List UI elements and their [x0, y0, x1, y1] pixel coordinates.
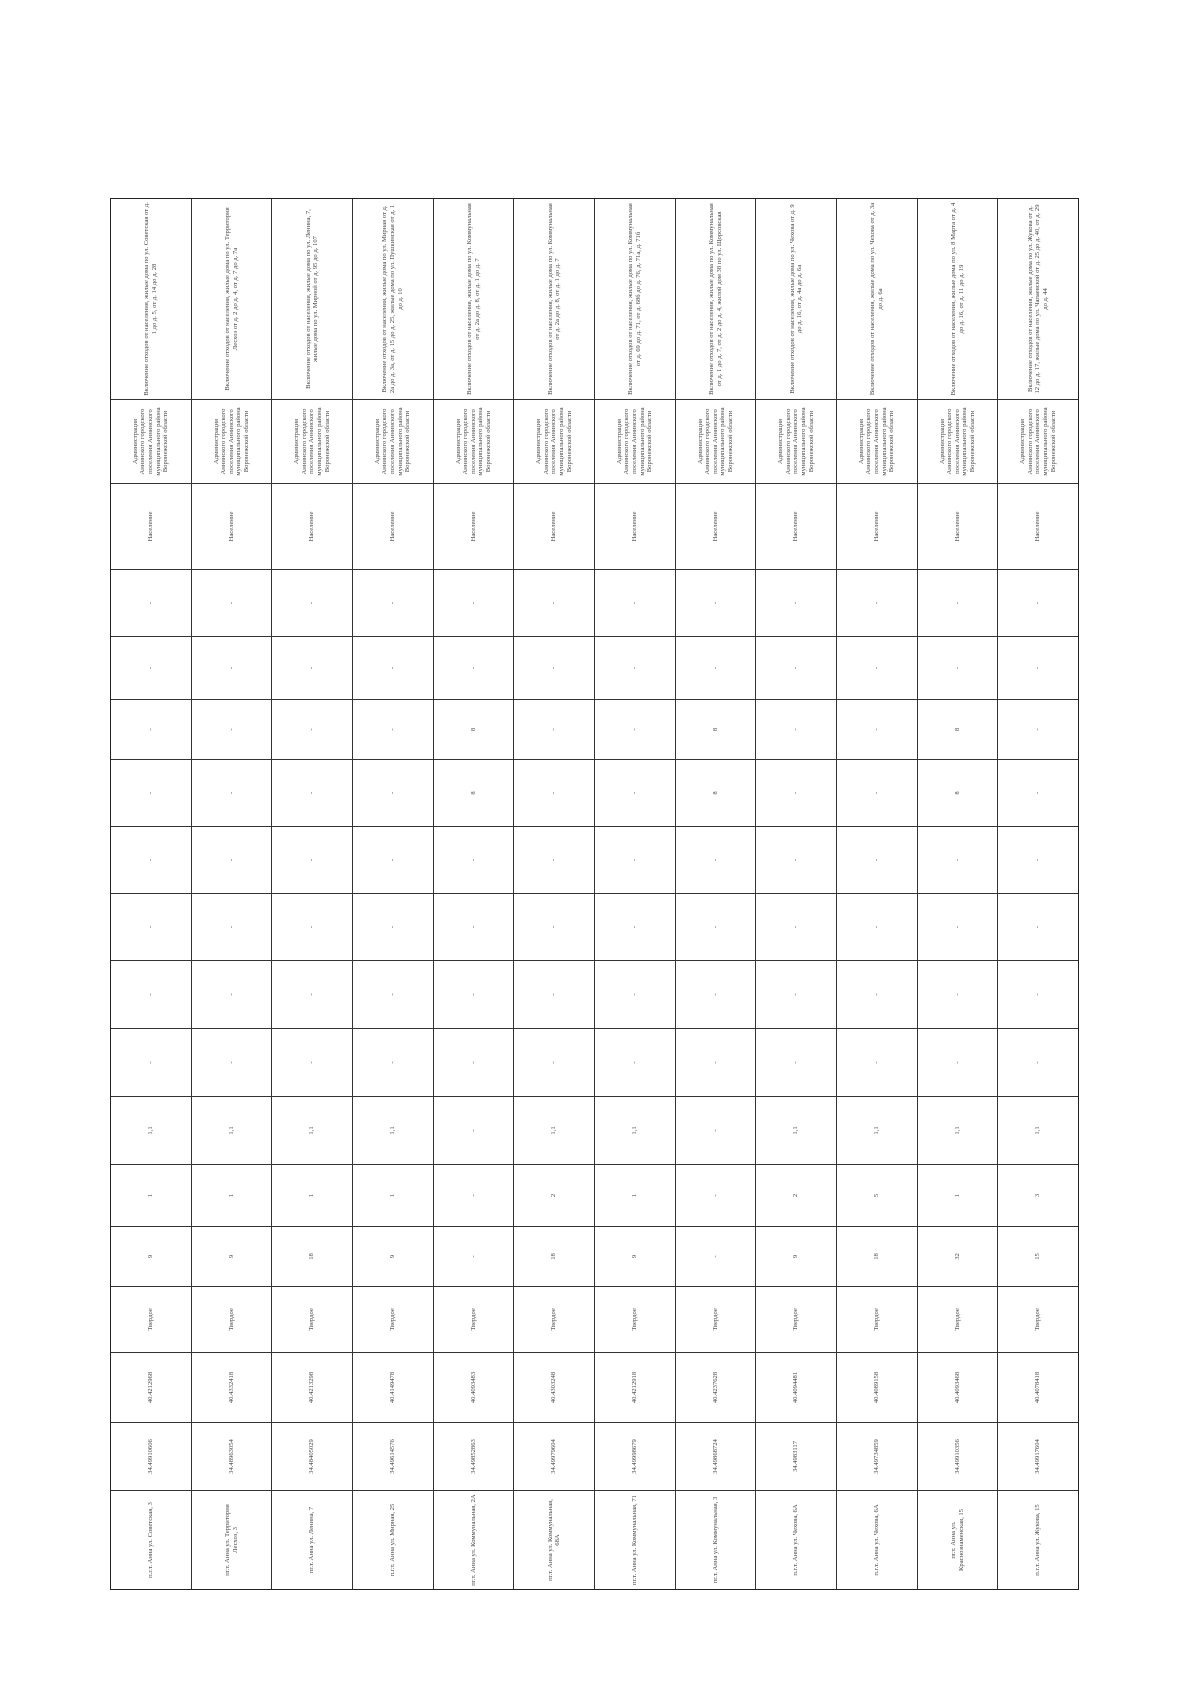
- table-cell: 34.49910356: [918, 1423, 998, 1491]
- table-cell: -: [595, 894, 675, 961]
- table-cell: -: [756, 1029, 836, 1097]
- table-cell: Население: [756, 484, 836, 570]
- table-cell: -: [434, 1165, 514, 1227]
- table-cell: -: [272, 570, 352, 637]
- table-cell: -: [918, 570, 998, 637]
- table-cell: пг.т. Анна ул. Коммунальная, 71: [631, 1495, 639, 1585]
- table-cell: 1: [918, 1165, 998, 1227]
- table-cell: 2: [756, 1165, 836, 1227]
- table-cell: -: [756, 827, 836, 894]
- table-cell: -: [514, 1029, 594, 1097]
- table-cell: -: [353, 894, 433, 961]
- table-cell: -: [837, 637, 917, 700]
- table-cell: -: [676, 1227, 756, 1287]
- table-cell: -: [918, 1029, 998, 1097]
- table-cell: 40.4212968: [111, 1353, 191, 1423]
- table-cell: Включение отходов от населения, жилые дома по ул. Ленина, 7, жилые дома по ул. Мирной от д. 95 до д. 107: [272, 199, 352, 400]
- table-cell: пг.т. Анна ул. Краснознаменская, 15: [949, 1509, 965, 1571]
- table-cell: Твердое: [111, 1287, 191, 1353]
- table-cell: 8: [676, 700, 756, 760]
- table-cell: -: [192, 827, 272, 894]
- table-cell: 9: [192, 1227, 272, 1287]
- table-cell: 40.4213298: [272, 1353, 352, 1423]
- table-cell: Твердое: [676, 1287, 756, 1353]
- table-cell: -: [514, 570, 594, 637]
- table-cell: -: [434, 827, 514, 894]
- table-cell: 9: [111, 1227, 191, 1287]
- table-cell: 1: [595, 1165, 675, 1227]
- table-cell: Администрация Аннинского городского поселения Аннинского муниципального района Воронежской области: [676, 400, 756, 484]
- table-cell: -: [272, 827, 352, 894]
- table-cell: 3: [998, 1165, 1078, 1227]
- table-cell: п.г.т. Анна ул. Советская, 3: [147, 1502, 155, 1578]
- table-cell: -: [514, 961, 594, 1029]
- table-cell: Твердое: [434, 1287, 514, 1353]
- table-cell: 34.49734859: [837, 1423, 917, 1491]
- table-cell: -: [676, 827, 756, 894]
- table-cell: 1,1: [918, 1097, 998, 1165]
- table-cell: 1: [272, 1165, 352, 1227]
- table-cell: -: [837, 894, 917, 961]
- table-cell: -: [837, 827, 917, 894]
- table-cell: -: [192, 570, 272, 637]
- table-cell: 34.49910606: [111, 1423, 191, 1491]
- table-cell: Твердое: [192, 1287, 272, 1353]
- table-cell: Население: [918, 484, 998, 570]
- table-cell: 1: [192, 1165, 272, 1227]
- table-cell: -: [434, 637, 514, 700]
- table-cell: Включение отходов от населения, жилые дома по ул. Жукова от д. 12 до д. 17, жилые дома по ул. Чапаевской от д. 25 до д. 40, от д. 29 до д. 44: [998, 199, 1078, 400]
- table-cell: пг.т. Анна ул. Ленина, 7: [308, 1506, 316, 1574]
- table-cell: -: [514, 894, 594, 961]
- table-cell: Администрация Аннинского городского поселения Аннинского муниципального района Воронежской области: [192, 400, 272, 484]
- table-cell: Включение отходов от населения, жилые дома по ул. Коммунальная от д. 1 до д. 7, от д. 2 до д. 4, жилой дом 38 по ул. Щорсовская: [676, 199, 756, 400]
- table-cell: Население: [434, 484, 514, 570]
- table-cell: -: [756, 961, 836, 1029]
- table-cell: -: [192, 700, 272, 760]
- table-cell: 1,1: [756, 1097, 836, 1165]
- table-cell: -: [111, 760, 191, 827]
- table-cell: -: [192, 894, 272, 961]
- table-cell: -: [434, 1029, 514, 1097]
- table-cell: 1,1: [595, 1097, 675, 1165]
- table-cell: 34.48405029: [272, 1423, 352, 1491]
- table-cell: -: [837, 700, 917, 760]
- table-row: [594, 199, 675, 1589]
- table-cell: Включение отходов от населения, жилые дома по ул. Советская от д. 1 до д. 5, от д. 14 до д. 28: [111, 199, 191, 400]
- table-cell: 40.4149478: [353, 1353, 433, 1423]
- table-cell: -: [676, 637, 756, 700]
- table-cell: -: [434, 961, 514, 1029]
- table-cell: -: [111, 700, 191, 760]
- table-cell: -: [998, 760, 1078, 827]
- table-cell: Включение отходов от населения, жилые дома по ул. Коммунальная от д. 69 до д. 71, от д. 68б до д. 76, д. 71а, д. 71б: [595, 199, 675, 400]
- table-cell: -: [756, 700, 836, 760]
- table-cell: Администрация Аннинского городского поселения Аннинского муниципального района Воронежской области: [434, 400, 514, 484]
- table-cell: пг.т. Анна ул. Коммунальная, 68А: [546, 1499, 562, 1581]
- table-cell: -: [998, 961, 1078, 1029]
- table-cell: -: [272, 760, 352, 827]
- table-row: [352, 199, 433, 1589]
- table-cell: 18: [272, 1227, 352, 1287]
- table-cell: -: [353, 961, 433, 1029]
- table-cell: 34.49998679: [595, 1423, 675, 1491]
- table-cell: 1,1: [272, 1097, 352, 1165]
- table-row: [513, 199, 594, 1589]
- table-cell: 34.49917604: [998, 1423, 1078, 1491]
- table-row: [433, 199, 514, 1589]
- table-cell: 18: [514, 1227, 594, 1287]
- table-cell: Население: [837, 484, 917, 570]
- table-cell: 9: [595, 1227, 675, 1287]
- table-cell: 34.49868724: [676, 1423, 756, 1491]
- table-cell: -: [595, 700, 675, 760]
- table-cell: -: [514, 827, 594, 894]
- table-cell: -: [353, 1029, 433, 1097]
- table-cell: Население: [192, 484, 272, 570]
- table-cell: Включение отходов от населения, жилые дома по ул. 8 Марта от д. 4 до д. 16, от д. 11 до д. 19: [918, 199, 998, 400]
- table-cell: 8: [434, 700, 514, 760]
- table-cell: п.г.т. Анна ул. Жукова, 15: [1034, 1504, 1042, 1576]
- table-cell: Твердое: [595, 1287, 675, 1353]
- table-cell: -: [353, 827, 433, 894]
- table-cell: -: [272, 1029, 352, 1097]
- table-cell: Администрация Аннинского городского поселения Аннинского муниципального района Воронежской области: [514, 400, 594, 484]
- table-cell: -: [272, 961, 352, 1029]
- table-cell: -: [595, 760, 675, 827]
- table-cell: 1: [111, 1165, 191, 1227]
- table-cell: Твердое: [353, 1287, 433, 1353]
- table-cell: -: [918, 827, 998, 894]
- table-cell: 34.48963054: [192, 1423, 272, 1491]
- table-cell: Включение отходов от населения, жилые дома по ул. Коммунальная от д. 2а до д. 8, от д. 1 до д. 7: [514, 199, 594, 400]
- table-cell: 32: [918, 1227, 998, 1287]
- table-cell: 18: [837, 1227, 917, 1287]
- table-cell: -: [998, 637, 1078, 700]
- table-cell: -: [998, 700, 1078, 760]
- table-cell: 8: [676, 760, 756, 827]
- table-cell: -: [272, 894, 352, 961]
- table-cell: 40.4078418: [998, 1353, 1078, 1423]
- table-cell: -: [434, 1227, 514, 1287]
- table-cell: Включение отходов от населения, жилые дома по ул. Территория Лесхоз от д. 2 до д. 4, от д. 7 до д. 7а: [192, 199, 272, 400]
- table-cell: 40.4093483: [434, 1353, 514, 1423]
- table-cell: 1,1: [998, 1097, 1078, 1165]
- table-cell: Включение отходов от населения, жилые дома по ул. Чехова от д. 3а до д. 6а: [837, 199, 917, 400]
- table-cell: Твердое: [272, 1287, 352, 1353]
- table-cell: Население: [111, 484, 191, 570]
- table-cell: Твердое: [837, 1287, 917, 1353]
- table-cell: 34.49979604: [514, 1423, 594, 1491]
- table-cell: Население: [514, 484, 594, 570]
- table-cell: Твердое: [514, 1287, 594, 1353]
- table-cell: -: [595, 570, 675, 637]
- table-cell: -: [756, 894, 836, 961]
- table-cell: Включение отходов от населения, жилые дома по ул. Чехова от д. 9 до д. 16, от д. 4а до д. 6а: [756, 199, 836, 400]
- table-cell: -: [434, 894, 514, 961]
- table-cell: Твердое: [756, 1287, 836, 1353]
- table-cell: -: [353, 637, 433, 700]
- table-cell: п.г.т. Анна ул. Мирная, 25: [389, 1503, 397, 1577]
- table-row: [111, 199, 191, 1589]
- table-cell: Население: [353, 484, 433, 570]
- table-cell: -: [756, 637, 836, 700]
- table-cell: 1,1: [837, 1097, 917, 1165]
- table-cell: -: [837, 570, 917, 637]
- table-cell: -: [353, 700, 433, 760]
- table-cell: -: [918, 637, 998, 700]
- table-cell: -: [595, 961, 675, 1029]
- table-cell: 34.4983117: [756, 1423, 836, 1491]
- table-cell: 1: [353, 1165, 433, 1227]
- table-cell: -: [272, 700, 352, 760]
- table-cell: -: [756, 760, 836, 827]
- table-cell: -: [837, 961, 917, 1029]
- table-cell: п.г.т. Анна ул. Чехова, 6А: [792, 1504, 800, 1576]
- table-cell: -: [595, 827, 675, 894]
- table-cell: -: [837, 760, 917, 827]
- table-cell: Администрация Аннинского городского поселения Аннинского муниципального района Воронежской области: [918, 400, 998, 484]
- table-cell: -: [353, 570, 433, 637]
- table-row: [675, 199, 756, 1589]
- table-cell: -: [514, 760, 594, 827]
- table-row: [191, 199, 272, 1589]
- table-cell: Твердое: [918, 1287, 998, 1353]
- table-cell: пг.т. Анна ул. Коммунальная, 3: [711, 1496, 719, 1584]
- table-cell: Администрация Аннинского городского поселения Аннинского муниципального района Воронежской области: [837, 400, 917, 484]
- table-cell: 15: [998, 1227, 1078, 1287]
- table-cell: Население: [998, 484, 1078, 570]
- table-cell: 40.4332418: [192, 1353, 272, 1423]
- table-cell: -: [111, 570, 191, 637]
- table-cell: 8: [434, 760, 514, 827]
- table-cell: Население: [272, 484, 352, 570]
- table-cell: Администрация Аннинского городского поселения Аннинского муниципального района Воронежской области: [595, 400, 675, 484]
- table-row: [997, 199, 1078, 1589]
- table-cell: 40.4212918: [595, 1353, 675, 1423]
- table-cell: -: [918, 894, 998, 961]
- table-cell: -: [595, 637, 675, 700]
- table-cell: п.г.т. Анна ул. Чехова, 6А: [873, 1504, 881, 1576]
- table-cell: 34.49614576: [353, 1423, 433, 1491]
- table-cell: -: [998, 827, 1078, 894]
- table-cell: -: [111, 894, 191, 961]
- table-cell: Администрация Аннинского городского поселения Аннинского муниципального района Воронежской области: [111, 400, 191, 484]
- table-cell: -: [111, 637, 191, 700]
- table-cell: Администрация Аннинского городского поселения Аннинского муниципального района Воронежской области: [353, 400, 433, 484]
- table-cell: Администрация Аннинского городского поселения Аннинского муниципального района Воронежской области: [272, 400, 352, 484]
- table-cell: -: [353, 760, 433, 827]
- table-cell: 2: [514, 1165, 594, 1227]
- table-row: [917, 199, 998, 1589]
- table-cell: 1,1: [353, 1097, 433, 1165]
- table-cell: Твердое: [998, 1287, 1078, 1353]
- table-cell: -: [111, 961, 191, 1029]
- table-cell: 1,1: [192, 1097, 272, 1165]
- table-cell: -: [998, 1029, 1078, 1097]
- table-row: [836, 199, 917, 1589]
- table-cell: 9: [353, 1227, 433, 1287]
- table-cell: -: [676, 1165, 756, 1227]
- table-cell: -: [676, 1097, 756, 1165]
- table-row: [271, 199, 352, 1589]
- table-cell: 5: [837, 1165, 917, 1227]
- table-cell: 34.49852863: [434, 1423, 514, 1491]
- table-cell: -: [514, 700, 594, 760]
- table-cell: Администрация Аннинского городского поселения Аннинского муниципального района Воронежской области: [756, 400, 836, 484]
- table-cell: 40.4093468: [918, 1353, 998, 1423]
- table-cell: -: [192, 637, 272, 700]
- table-cell: 1,1: [111, 1097, 191, 1165]
- table-cell: -: [918, 961, 998, 1029]
- table-cell: Население: [595, 484, 675, 570]
- table-cell: -: [595, 1029, 675, 1097]
- table-cell: пг.т. Анна ул. Территория Лесхоз, 3: [223, 1504, 239, 1576]
- table-cell: -: [272, 637, 352, 700]
- table-row: [755, 199, 836, 1589]
- waste-sites-table: [110, 198, 1079, 1590]
- table-cell: -: [111, 827, 191, 894]
- table-cell: 8: [918, 760, 998, 827]
- table-cell: -: [676, 1029, 756, 1097]
- table-cell: Включение отходов от населения, жилые дома по ул. Коммунальная от д. 2а до д. 8, от д. 1 до д. 7: [434, 199, 514, 400]
- table-cell: 40.4089158: [837, 1353, 917, 1423]
- table-cell: -: [192, 1029, 272, 1097]
- table-cell: -: [676, 894, 756, 961]
- table-cell: -: [192, 760, 272, 827]
- table-cell: -: [192, 961, 272, 1029]
- table-cell: -: [676, 961, 756, 1029]
- table-cell: 9: [756, 1227, 836, 1287]
- table-cell: 8: [918, 700, 998, 760]
- table-cell: Администрация Аннинского городского поселения Аннинского муниципального района Воронежской области: [998, 400, 1078, 484]
- table-cell: -: [756, 570, 836, 637]
- table-cell: 40.4237628: [676, 1353, 756, 1423]
- table-cell: -: [837, 1029, 917, 1097]
- table-cell: -: [434, 570, 514, 637]
- table-cell: 40.4303248: [514, 1353, 594, 1423]
- table-cell: -: [111, 1029, 191, 1097]
- table-cell: -: [998, 894, 1078, 961]
- table-cell: Население: [676, 484, 756, 570]
- table-cell: 1,1: [514, 1097, 594, 1165]
- table-cell: пг.т. Анна ул. Коммунальная, 2А: [469, 1494, 477, 1586]
- table-cell: -: [434, 1097, 514, 1165]
- table-cell: -: [514, 637, 594, 700]
- table-cell: -: [998, 570, 1078, 637]
- table-cell: -: [676, 570, 756, 637]
- table-cell: Включение отходов от населения, жилые дома по ул. Мирная от д. 2а до д. 3а, от д. 15 до д. 25, жилые дома по ул. Пушкинская от д. 1 до д. 10: [353, 199, 433, 400]
- table-cell: 40.4094481: [756, 1353, 836, 1423]
